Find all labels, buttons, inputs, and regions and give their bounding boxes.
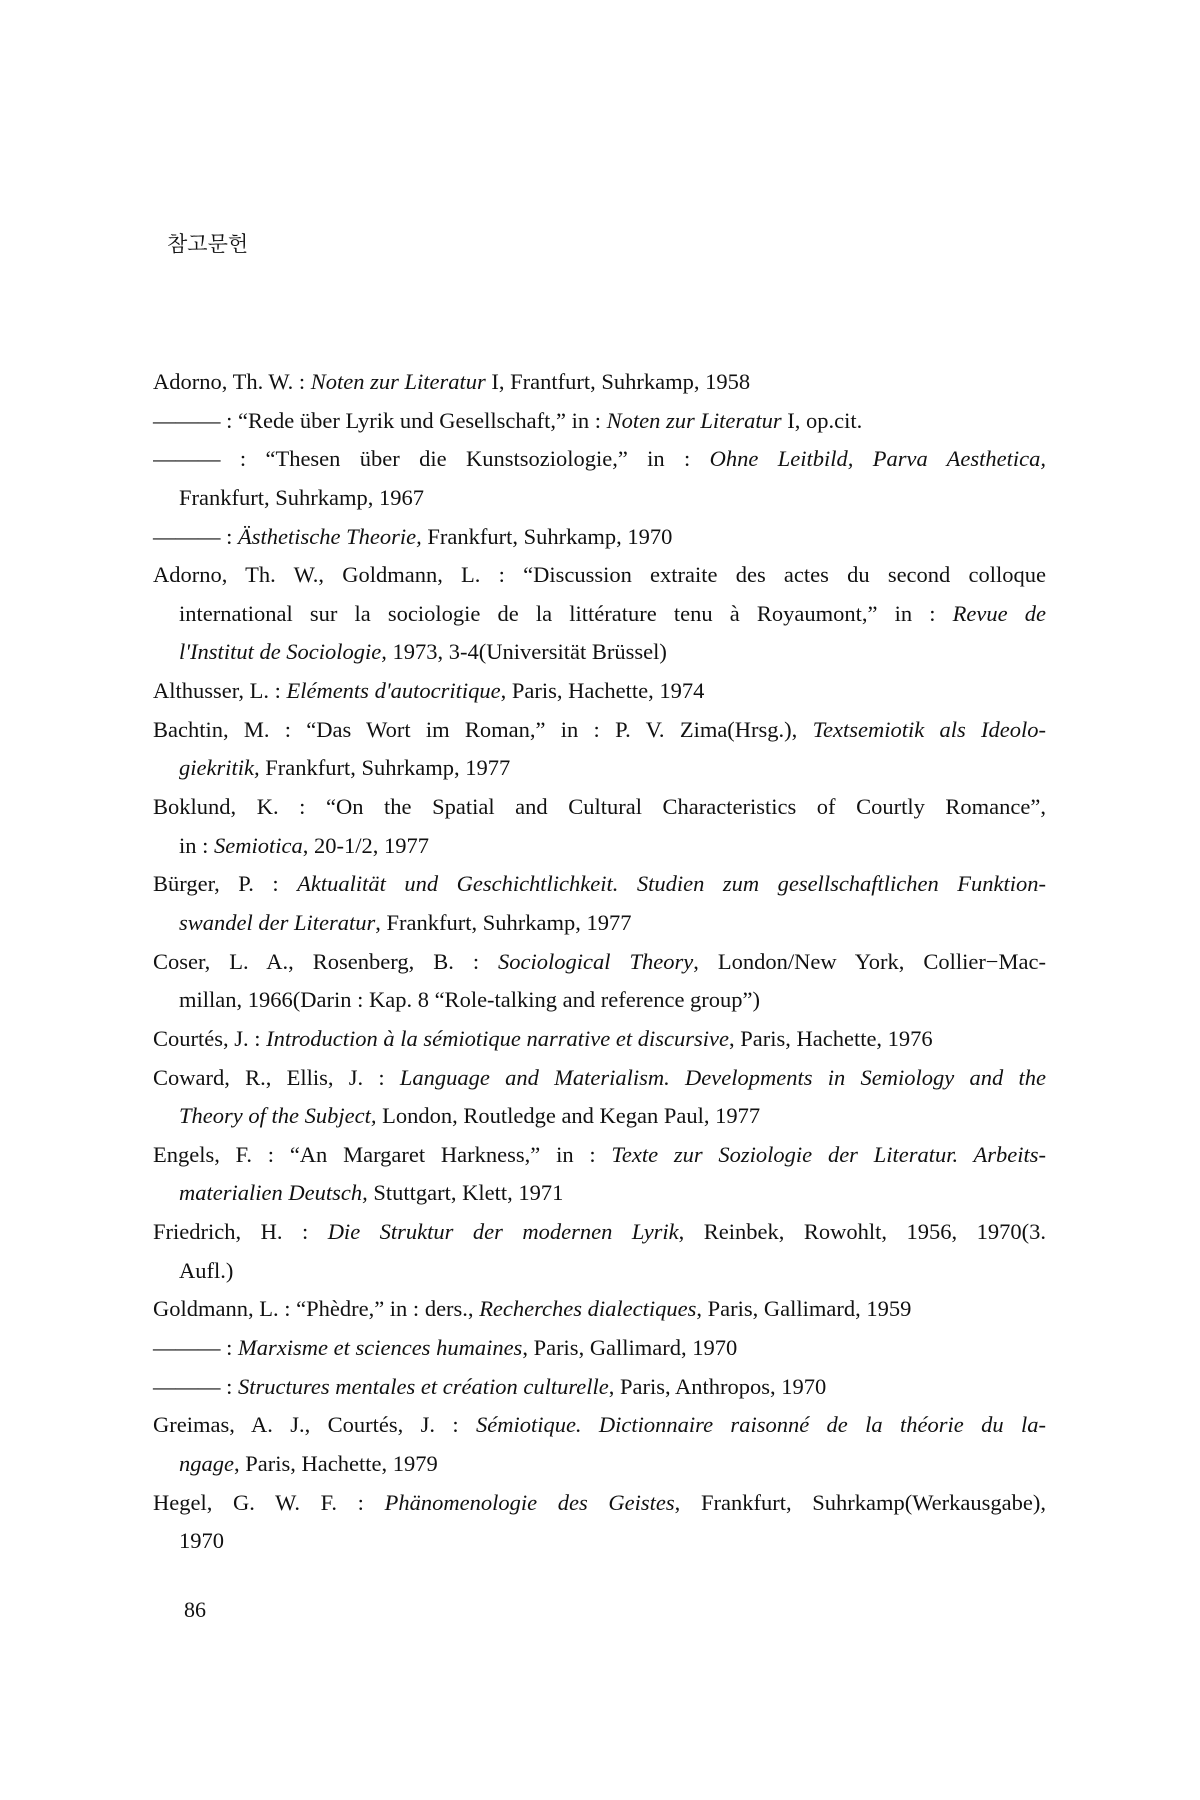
citation-text: , Reinbek, Rowohlt, 1956, 1970(3. <box>678 1219 1046 1245</box>
entry-line <box>153 1406 1046 1445</box>
citation-text: Hegel, G. W. F. : <box>153 1489 385 1515</box>
citation-text: Frankfurt, Suhrkamp, 1970 <box>421 523 673 549</box>
entry-line <box>153 1329 1046 1368</box>
citation-text: 1970 <box>179 1528 224 1554</box>
entry-line <box>153 633 1046 672</box>
page-number: 86 <box>184 1597 206 1622</box>
bibliography-entry <box>153 1136 1046 1213</box>
italic-title-text: Eléments d'autocritique <box>286 678 501 704</box>
italic-title-text: l'Institut de Sociologie, <box>179 639 387 665</box>
bibliography-entry <box>153 672 1046 711</box>
bibliography-entry <box>153 943 1046 1020</box>
bibliography-entry <box>153 1020 1046 1059</box>
citation-text: , Frankfurt, Suhrkamp(Werkausgabe), <box>674 1489 1046 1515</box>
citation-text: Goldmann, L. : “Phèdre,” in : ders., <box>153 1296 480 1322</box>
bibliography-entry <box>153 1213 1046 1290</box>
italic-title-text: ngage <box>179 1450 234 1476</box>
citation-text: ——— : “Thesen über die Kunstsoziologie,” in : <box>153 446 710 472</box>
citation-text: I, Frantfurt, Suhrkamp, 1958 <box>485 369 751 394</box>
citation-text: ——— : “Rede über Lyrik und Gesellschaft,” in : <box>153 407 607 433</box>
bibliography-entry <box>153 1059 1046 1136</box>
italic-title-text: materialien Deutsch, <box>179 1180 368 1206</box>
italic-title-text: Sémiotique. Dictionnaire raisonné de la théorie du la- <box>475 1412 1046 1438</box>
entry-line <box>153 749 1046 788</box>
citation-text: , Frankfurt, Suhrkamp, 1977 <box>375 909 632 935</box>
italic-title-text: Revue de <box>952 600 1046 626</box>
citation-text: Coser, L. A., Rosenberg, B. : <box>153 948 499 974</box>
citation-text: Greimas, A. J., Courtés, J. : <box>153 1412 476 1438</box>
italic-title-text: Theory of the Subject, <box>179 1103 377 1129</box>
citation-text: Engels, F. : “An Margaret Harkness,” in : <box>153 1141 612 1167</box>
citation-text: Adorno, Th. W., Goldmann, L. : “Discussion extraite des actes du second colloque <box>153 562 1046 588</box>
entry-line <box>153 827 1046 866</box>
italic-title-text: giekritik, <box>179 755 260 781</box>
citation-text: ——— : <box>153 1373 239 1399</box>
citation-text: international sur la sociologie de la littérature tenu à Royaumont,” in : <box>179 600 953 626</box>
entry-line <box>153 1484 1046 1523</box>
entry-line <box>153 518 1046 557</box>
entry-line <box>153 1097 1046 1136</box>
bibliography-entry <box>153 865 1046 942</box>
italic-title-text: Ohne Leitbild, Parva Aesthetica, <box>709 446 1046 472</box>
citation-text: , Paris, Gallimard, 1959 <box>696 1296 912 1322</box>
citation-text: in : <box>179 832 215 858</box>
citation-text: Bürger, P. : <box>153 871 298 897</box>
italic-title-text: Aktualität und Geschichtlichkeit. Studien zum gesellschaftlichen Funktion- <box>297 871 1046 897</box>
citation-text: Frankfurt, Suhrkamp, 1977 <box>259 755 511 781</box>
citation-text: ——— : <box>153 1335 239 1361</box>
entry-line <box>153 363 1046 402</box>
entry-line <box>153 1020 1046 1059</box>
italic-title-text: Noten zur Literatur <box>606 407 782 433</box>
bibliography-entry <box>153 556 1046 672</box>
citation-text: Aufl.) <box>179 1257 234 1283</box>
entry-line <box>153 479 1046 518</box>
bibliography-entry <box>153 1290 1046 1329</box>
entry-line <box>153 1368 1046 1407</box>
italic-title-text: Introduction à la sémiotique narrative et discursive <box>266 1025 729 1051</box>
citation-text: Courtés, J. : <box>153 1025 267 1051</box>
citation-text: Coward, R., Ellis, J. : <box>153 1064 400 1090</box>
entry-line <box>153 788 1046 827</box>
entry-line <box>153 1522 1046 1561</box>
entry-line <box>153 440 1046 479</box>
entry-line <box>153 711 1046 750</box>
citation-text: Stuttgart, Klett, 1971 <box>367 1180 564 1206</box>
citation-text: Frankfurt, Suhrkamp, 1967 <box>179 484 424 510</box>
citation-text: , 20-1/2, 1977 <box>302 832 429 858</box>
entry-line <box>153 865 1046 904</box>
italic-title-text: Ästhetische Theorie, <box>238 523 422 549</box>
entry-line <box>153 1252 1046 1291</box>
entry-line <box>153 672 1046 711</box>
citation-text: London, Routledge and Kegan Paul, 1977 <box>376 1103 761 1129</box>
citation-text: , Paris, Hachette, 1976 <box>728 1025 933 1051</box>
italic-title-text: Recherches dialectiques <box>479 1296 697 1322</box>
entry-line <box>153 943 1046 982</box>
italic-title-text: Textsemiotik als Ideolo- <box>812 716 1046 742</box>
citation-text: ——— : <box>153 523 239 549</box>
italic-title-text: Die Struktur der modernen Lyrik <box>327 1219 679 1245</box>
bibliography-entry <box>153 1368 1046 1407</box>
italic-title-text: Noten zur Literatur <box>310 369 486 394</box>
citation-text: , London/New York, Collier−Mac- <box>693 948 1046 974</box>
entry-line <box>153 1059 1046 1098</box>
citation-text: millan, 1966(Darin : Kap. 8 “Role-talking and reference group”) <box>179 987 761 1013</box>
entry-line <box>153 1136 1046 1175</box>
italic-title-text: Sociological Theory <box>498 948 694 974</box>
citation-text: , Paris, Hachette, 1974 <box>500 678 705 704</box>
citation-text: Friedrich, H. : <box>153 1219 328 1245</box>
italic-title-text: Language and Materialism. Developments in Semiology and the <box>399 1064 1046 1090</box>
entry-line <box>153 402 1046 441</box>
bibliography-entry <box>153 440 1046 517</box>
bibliography-entry <box>153 1329 1046 1368</box>
citation-text: Althusser, L. : <box>153 678 287 704</box>
page-title: 참고문헌 <box>167 232 249 256</box>
citation-text: Bachtin, M. : “Das Wort im Roman,” in : P. V. Zima(Hrsg.), <box>153 716 813 742</box>
entry-line <box>153 595 1046 634</box>
italic-title-text: Texte zur Soziologie der Literatur. Arbeits- <box>611 1141 1046 1167</box>
entry-line <box>153 904 1046 943</box>
entry-line <box>153 1174 1046 1213</box>
bibliography-entry <box>153 711 1046 788</box>
citation-text: Adorno, Th. W. : <box>153 369 311 394</box>
entry-line <box>153 981 1046 1020</box>
citation-text: , Paris, Anthropos, 1970 <box>608 1373 827 1399</box>
entry-line <box>153 556 1046 595</box>
entry-line <box>153 1290 1046 1329</box>
citation-text: I, op.cit. <box>781 407 863 433</box>
entry-line <box>153 1213 1046 1252</box>
italic-title-text: Semiotica <box>214 832 303 858</box>
bibliography-entry <box>153 402 1046 441</box>
italic-title-text: Structures mentales et création culturelle <box>238 1373 609 1399</box>
bibliography-entry <box>153 363 1046 402</box>
italic-title-text: Phänomenologie des Geistes <box>384 1489 675 1515</box>
bibliography-entry <box>153 518 1046 557</box>
bibliography-entry <box>153 788 1046 865</box>
italic-title-text: swandel der Literatur <box>179 909 376 935</box>
italic-title-text: Marxisme et sciences humaines <box>238 1335 523 1361</box>
citation-text: , Paris, Hachette, 1979 <box>234 1450 438 1476</box>
bibliography-entry <box>153 1406 1046 1483</box>
bibliography-entry <box>153 1484 1046 1561</box>
bibliography-list <box>153 363 1046 1561</box>
citation-text: , Paris, Gallimard, 1970 <box>522 1335 738 1361</box>
citation-text: Boklund, K. : “On the Spatial and Cultural Characteristics of Courtly Romance”, <box>153 794 1046 820</box>
citation-text: 1973, 3-4(Universität Brüssel) <box>386 639 667 665</box>
entry-line <box>153 1445 1046 1484</box>
